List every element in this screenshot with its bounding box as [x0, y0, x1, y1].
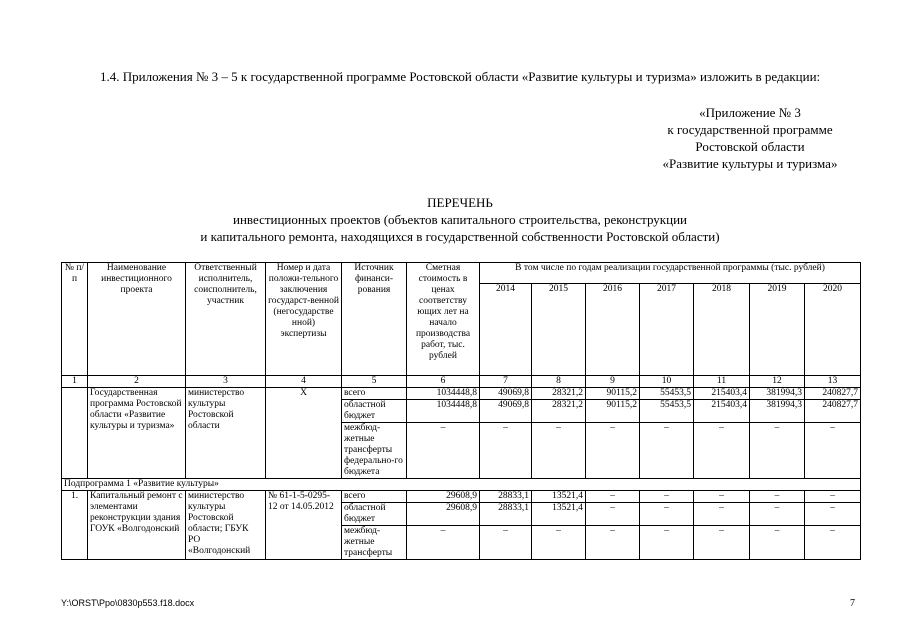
value-cell: –	[586, 503, 640, 526]
program-num-cell	[62, 388, 88, 479]
source-cell: областной бюджет	[342, 400, 407, 423]
value-cell: 28833,1	[480, 491, 532, 503]
heading-title: ПЕРЕЧЕНЬ	[427, 195, 493, 210]
value-cell: –	[750, 491, 805, 503]
project-executor: министерство культуры Ростовской области; ГБУК РО «Волгодонский	[186, 491, 266, 560]
cost-cell: 29608,9	[407, 491, 480, 503]
source-cell: всего	[342, 491, 407, 503]
value-cell: 381994,3	[750, 388, 805, 400]
col-number: 8	[532, 376, 586, 388]
value-cell: –	[694, 526, 750, 560]
intro-paragraph	[60, 68, 860, 85]
cost-cell: –	[407, 423, 480, 479]
appendix-line-3: Ростовской области	[695, 139, 805, 154]
appendix-line-1: «Приложение № 3	[699, 105, 801, 120]
header-year-2019: 2019	[750, 284, 805, 376]
value-cell: 381994,3	[750, 400, 805, 423]
col-number: 3	[186, 376, 266, 388]
project-num: 1.	[62, 491, 88, 560]
value-cell: –	[480, 423, 532, 479]
project-expertise: № 61-1-5-0295-12 от 14.05.2012	[266, 491, 342, 560]
header-name: Наименование инвестиционного проекта	[88, 263, 186, 376]
value-cell: –	[640, 491, 694, 503]
col-number: 7	[480, 376, 532, 388]
table-row	[62, 491, 861, 503]
value-cell: 49069,8	[480, 400, 532, 423]
header-year-2014: 2014	[480, 284, 532, 376]
value-cell: 55453,5	[640, 388, 694, 400]
appendix-line-2: к государственной программе	[667, 122, 833, 137]
program-executor: министерство культуры Ростовской области	[186, 388, 266, 479]
header-cost: Сметная стоимость в ценах соответству ющих лет на начало производства работ, тыс. рублей	[407, 263, 480, 376]
value-cell: –	[640, 423, 694, 479]
value-cell: –	[586, 491, 640, 503]
col-number: 2	[88, 376, 186, 388]
value-cell: –	[750, 503, 805, 526]
value-cell: 49069,8	[480, 388, 532, 400]
appendix-line-4: «Развитие культуры и туризма»	[662, 156, 838, 171]
heading-line-2: и капитального ремонта, находящихся в государственной собственности Ростовской области)	[200, 229, 720, 244]
value-cell: –	[640, 526, 694, 560]
value-cell: –	[805, 423, 861, 479]
cost-cell: 29608,9	[407, 503, 480, 526]
header-executor: Ответственный исполнитель, соисполнитель, участник	[186, 263, 266, 376]
page-number: 7	[850, 598, 855, 609]
value-cell: 240827,7	[805, 400, 861, 423]
intro-text: 1.4. Приложения № 3 – 5 к государственной программе Ростовской области «Развитие культуры и туризма» изложить в редакции:	[100, 69, 821, 84]
investment-projects-table	[61, 262, 861, 560]
header-num: № п/п	[62, 263, 88, 376]
footer-file-path: Y:\ORST\Ppo\0830p553.f18.docx	[61, 598, 195, 608]
heading-line-1: инвестиционных проектов (объектов капитального строительства, реконструкции	[233, 212, 687, 227]
value-cell: 55453,5	[640, 400, 694, 423]
cost-cell: –	[407, 526, 480, 560]
value-cell: 90115,2	[586, 400, 640, 423]
header-year-2017: 2017	[640, 284, 694, 376]
project-name: Капитальный ремонт с элементами реконструкции здания ГОУК «Волгодонский	[88, 491, 186, 560]
col-number: 10	[640, 376, 694, 388]
table-row	[62, 388, 861, 400]
header-expertise: Номер и дата положи-тельного заключения государст-венной (негосударстве нной) экспертизы	[266, 263, 342, 376]
value-cell: 215403,4	[694, 400, 750, 423]
source-cell: областной бюджет	[342, 503, 407, 526]
column-numbers-row	[62, 376, 861, 388]
value-cell: –	[805, 526, 861, 560]
value-cell: 13521,4	[532, 503, 586, 526]
col-number: 13	[805, 376, 861, 388]
col-number: 11	[694, 376, 750, 388]
col-number: 1	[62, 376, 88, 388]
value-cell: 13521,4	[532, 491, 586, 503]
value-cell: 90115,2	[586, 388, 640, 400]
value-cell: –	[480, 526, 532, 560]
header-year-2018: 2018	[694, 284, 750, 376]
subprogram-row	[62, 479, 861, 491]
value-cell: –	[694, 503, 750, 526]
col-number: 4	[266, 376, 342, 388]
source-cell: межбюд-жетные трансферты федерально-го бюджета	[342, 423, 407, 479]
value-cell: –	[694, 491, 750, 503]
header-year-2020: 2020	[805, 284, 861, 376]
col-number: 6	[407, 376, 480, 388]
value-cell: –	[532, 423, 586, 479]
cost-cell: 1034448,8	[407, 388, 480, 400]
header-source: Источник финанси-рования	[342, 263, 407, 376]
value-cell: 28321,2	[532, 400, 586, 423]
value-cell: –	[805, 491, 861, 503]
value-cell: 28321,2	[532, 388, 586, 400]
header-year-2015: 2015	[532, 284, 586, 376]
header-row	[62, 263, 861, 284]
source-cell: всего	[342, 388, 407, 400]
value-cell: –	[750, 526, 805, 560]
value-cell: –	[532, 526, 586, 560]
value-cell: 240827,7	[805, 388, 861, 400]
header-years-group: В том числе по годам реализации государственной программы (тыс. рублей)	[480, 263, 861, 284]
value-cell: –	[805, 503, 861, 526]
value-cell: –	[640, 503, 694, 526]
header-year-2016: 2016	[586, 284, 640, 376]
value-cell: 215403,4	[694, 388, 750, 400]
col-number: 9	[586, 376, 640, 388]
value-cell: 28833,1	[480, 503, 532, 526]
document-heading	[60, 194, 860, 245]
col-number: 12	[750, 376, 805, 388]
subprogram-title: Подпрограмма 1 «Развитие культуры»	[62, 479, 861, 491]
value-cell: –	[586, 423, 640, 479]
source-cell: межбюд-жетные трансферты	[342, 526, 407, 560]
value-cell: –	[750, 423, 805, 479]
value-cell: –	[586, 526, 640, 560]
program-name: Государственная программа Ростовской области «Развитие культуры и туризма»	[88, 388, 186, 479]
value-cell: –	[694, 423, 750, 479]
cost-cell: 1034448,8	[407, 400, 480, 423]
program-expertise: Х	[266, 388, 342, 479]
col-number: 5	[342, 376, 407, 388]
appendix-caption	[600, 104, 900, 172]
